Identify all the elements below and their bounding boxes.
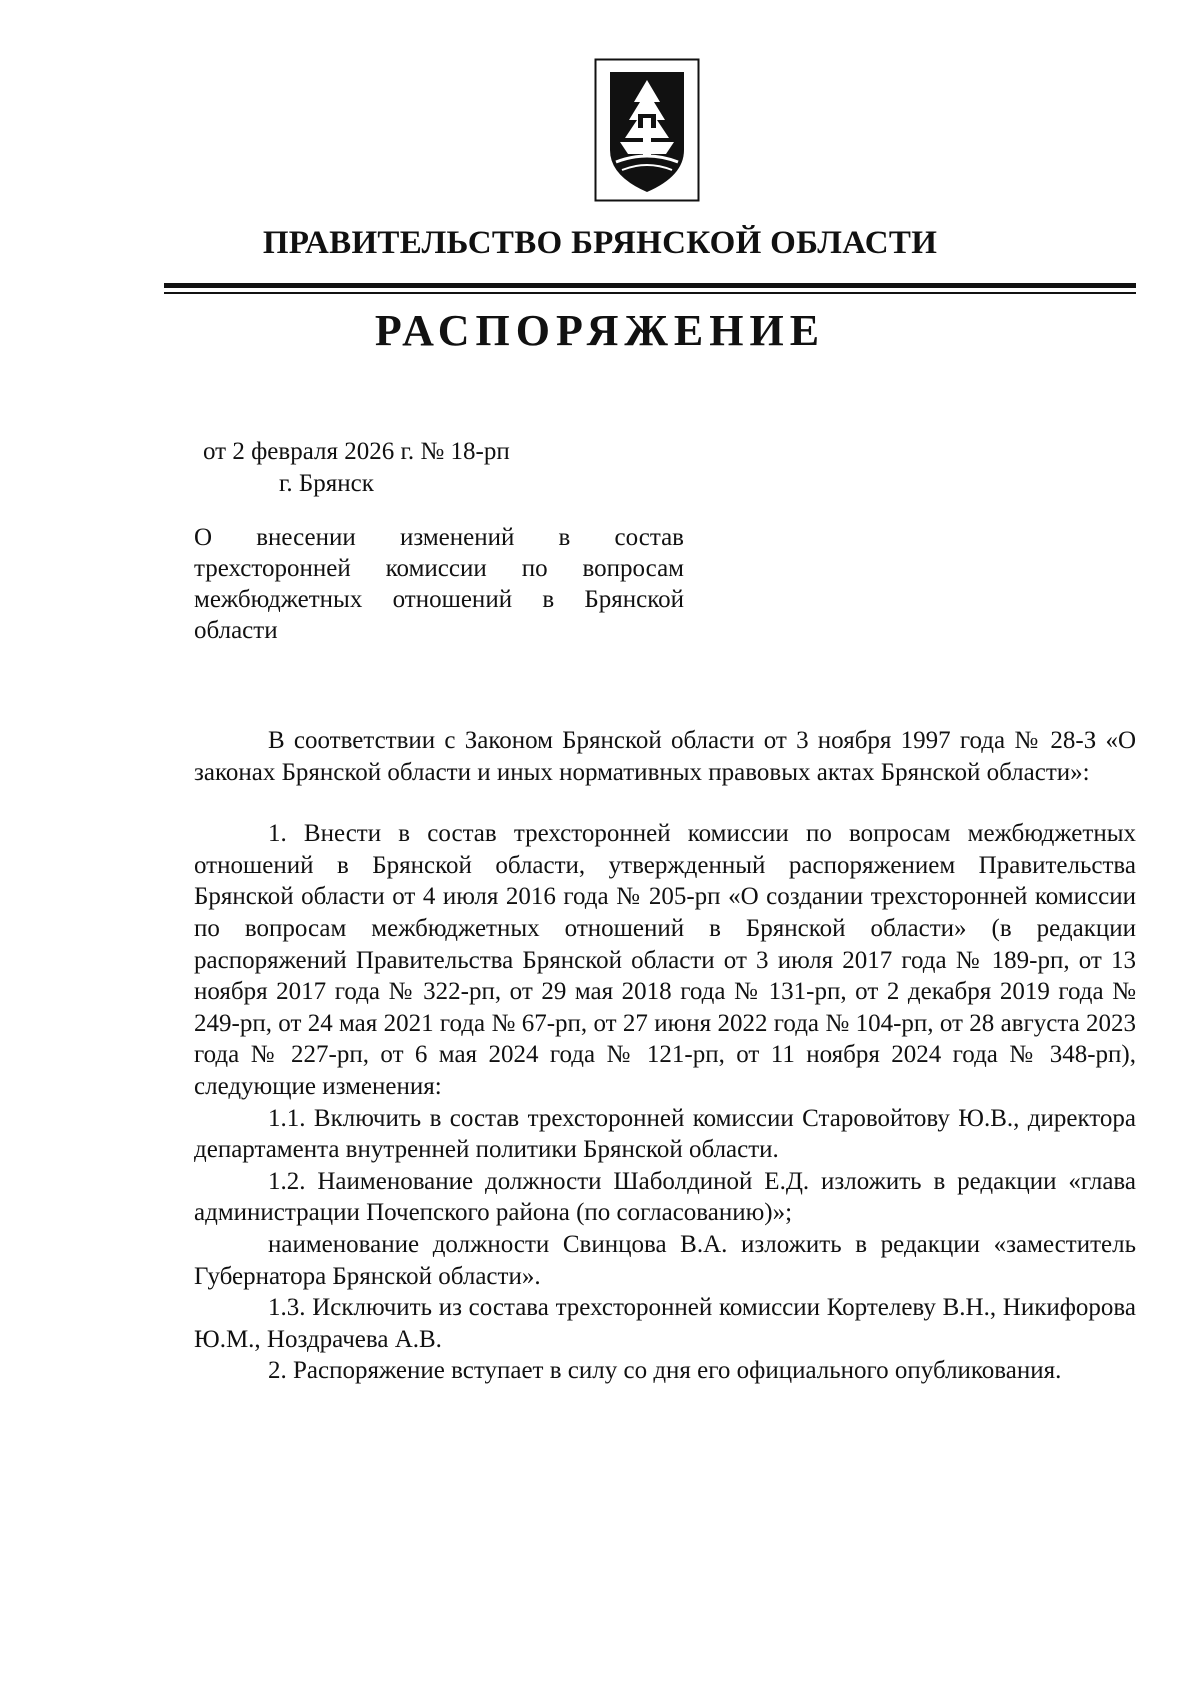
item-1-2-second-paragraph: наименование должности Свинцова В.А. изложить в редакции «заместитель Губернатора Брянской области». — [194, 1230, 1136, 1290]
document-body — [194, 725, 1136, 1387]
subject-line: межбюджетных отношений в Брянской — [194, 586, 684, 613]
preamble-paragraph: В соответствии с Законом Брянской области от 3 ноября 1997 года № 28-З «О законах Брянской области и иных нормативных правовых актах Брянской области»: — [194, 727, 1136, 786]
subject-line: трехсторонней комиссии по вопросам — [194, 555, 684, 582]
item-1-2-paragraph: 1.2. Наименование должности Шаболдиной Е.Д. изложить в редакции «глава администрации Почепского района (по согласованию)»; — [194, 1167, 1136, 1227]
header-divider-thick — [164, 283, 1136, 288]
item-1-3-paragraph: 1.3. Исключить из состава трехсторонней комиссии Кортелеву В.Н., Никифорова Ю.М., Ноздрачева А.В. — [194, 1294, 1136, 1353]
document-type-title: РАСПОРЯЖЕНИЕ — [374, 306, 826, 355]
item-2-paragraph: 2. Распоряжение вступает в силу со дня его официального опубликования. — [268, 1357, 1062, 1385]
organization-title: ПРАВИТЕЛЬСТВО БРЯНСКОЙ ОБЛАСТИ — [262, 225, 938, 261]
coat-of-arms-icon — [594, 58, 700, 202]
item-1-paragraph: 1. Внести в состав трехсторонней комиссии по вопросам межбюджетных отношений в Брянской области, утвержденный распоряжением Правительства Брянской области от 4 июля 2016 года № 205-рп «О создании трехсторонней комиссии по вопросам межбюджетных отношений в Брянской области» (в редакции распоряжений Правительства Брянской области от 3 июля 2017 года № 189-рп, от 13 ноября 2017 года № 322-рп, от 29 мая 2018 года № 131-рп, от 2 декабря 2019 года № 249-рп, от 24 мая 2021 года № 67-рп, от 27 июня 2022 года № 104-рп, от 28 августа 2023 года № 227-рп, от 6 мая 2024 года № 121-рп, от 11 ноября 2024 года № 348-рп), следующие изменения: — [194, 820, 1136, 1100]
subject-line: О внесении изменений в состав — [194, 524, 684, 551]
document-date-number: от 2 февраля 2026 г. № 18-рп — [203, 438, 510, 465]
item-1-1-paragraph: 1.1. Включить в состав трехсторонней комиссии Старовойтову Ю.В., директора департамента внутренней политики Брянской области. — [194, 1104, 1136, 1164]
document-subject — [194, 522, 684, 646]
document-city: г. Брянск — [279, 470, 374, 497]
header-divider-thin — [164, 292, 1136, 294]
subject-line: области — [194, 617, 278, 644]
